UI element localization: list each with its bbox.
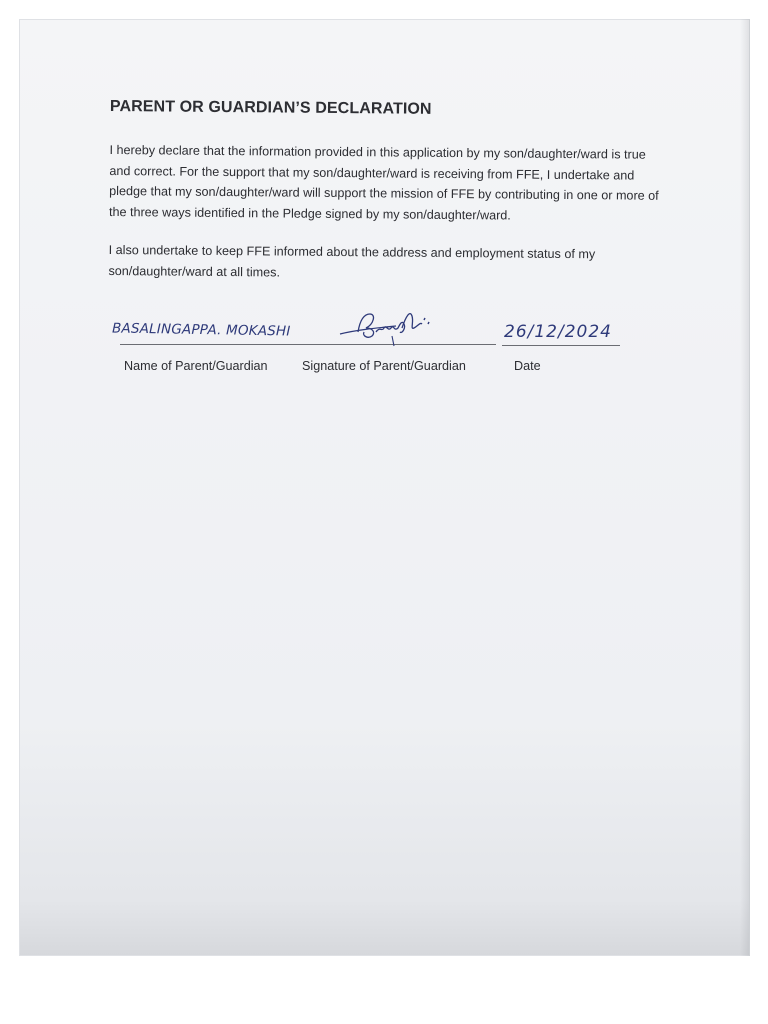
handwritten-guardian-name: BASALINGAPPA. MOKASHI xyxy=(111,320,291,340)
caption-name: Name of Parent/Guardian xyxy=(124,359,268,373)
caption-signature: Signature of Parent/Guardian xyxy=(302,359,466,373)
signature-block xyxy=(110,300,630,380)
declaration-paragraph: I hereby declare that the information provided in this application by my son/daughter/ward is true and correct. For the support that my son/daughter/ward is receiving from FFE, I undertake and pledge that my son/daughter/ward will support the mission of FFE by contributing in one or more of the three ways identified in the Pledge signed by my son/daughter/ward. xyxy=(108,142,659,223)
caption-date: Date xyxy=(514,359,541,373)
handwritten-date: 26/12/2024 xyxy=(504,322,612,342)
declaration-content xyxy=(108,98,670,304)
date-line xyxy=(502,345,620,346)
guardian-signature-image xyxy=(336,306,446,352)
undertaking-paragraph: I also undertake to keep FFE informed about the address and employment status of my son/daughter/ward at all times. xyxy=(108,242,596,279)
page-title: PARENT OR GUARDIAN’S DECLARATION xyxy=(109,98,432,118)
